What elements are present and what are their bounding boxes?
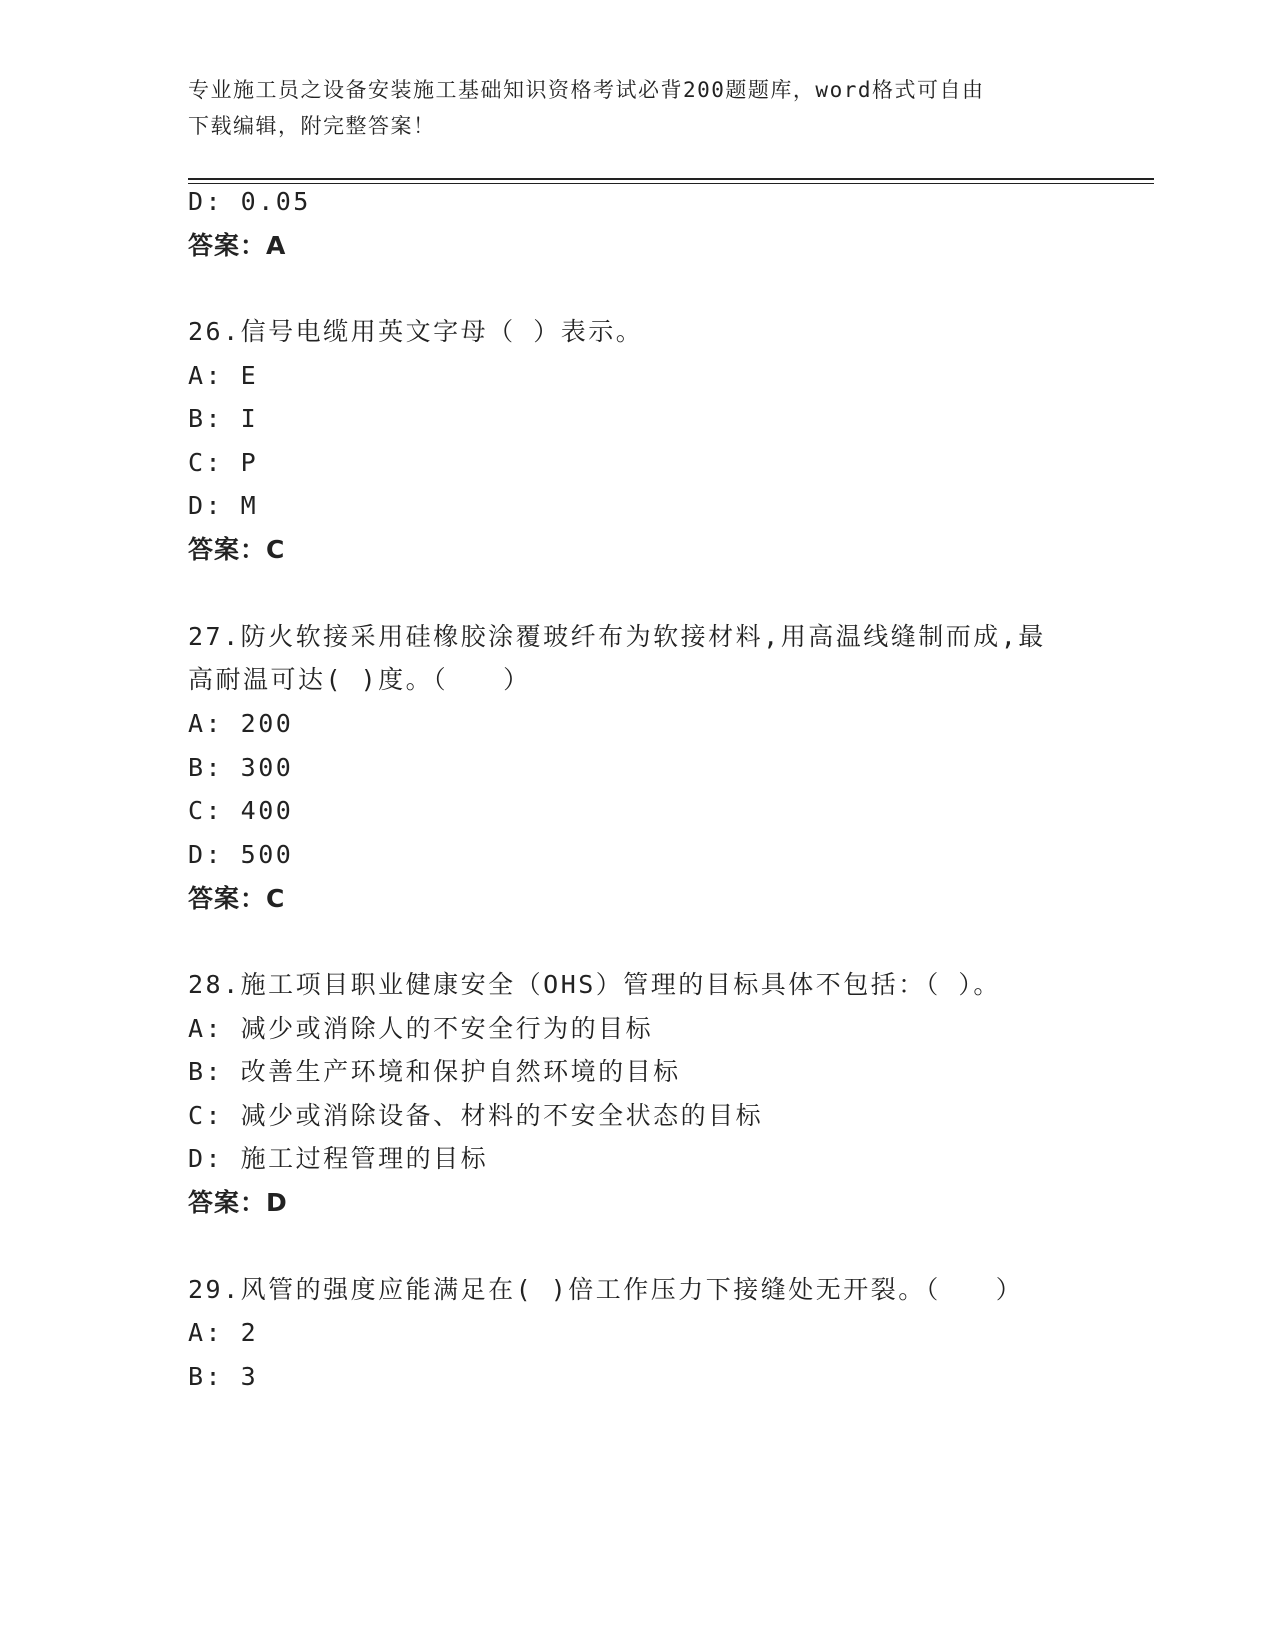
option-b: B: 300	[188, 753, 294, 782]
question-stem-line-1: 27.防火软接采用硅橡胶涂覆玻纤布为软接材料,用高温线缝制而成,最	[188, 622, 1046, 651]
answer-label: 答案：C	[188, 535, 286, 564]
header-line-2: 下载编辑，附完整答案！	[188, 114, 436, 138]
option-b: B: 改善生产环境和保护自然环境的目标	[188, 1057, 681, 1086]
option-d: D: 施工过程管理的目标	[188, 1144, 489, 1173]
option-d: D: 0.05	[188, 187, 311, 216]
option-a: A: E	[188, 361, 259, 390]
option-c: C: P	[188, 448, 259, 477]
answer-label: 答案：C	[188, 884, 286, 913]
question-stem: 29.风管的强度应能满足在( )倍工作压力下接缝处无开裂。（ ）	[188, 1275, 1024, 1304]
answer-label: 答案：A	[188, 231, 287, 260]
header-divider-thin	[188, 183, 1154, 184]
option-b: B: I	[188, 404, 259, 433]
header-divider-thick	[188, 178, 1154, 180]
option-a: A: 200	[188, 709, 294, 738]
option-b: B: 3	[188, 1362, 259, 1391]
question-stem: 26.信号电缆用英文字母（ ）表示。	[188, 317, 644, 346]
option-c: C: 400	[188, 796, 294, 825]
header-line-1: 专业施工员之设备安装施工基础知识资格考试必背200题题库，word格式可自由	[188, 78, 985, 102]
answer-label: 答案：D	[188, 1188, 288, 1217]
option-c: C: 减少或消除设备、材料的不安全状态的目标	[188, 1101, 764, 1130]
option-d: D: M	[188, 491, 259, 520]
question-stem-line-2: 高耐温可达( )度。（ ）	[188, 665, 531, 694]
document-header	[188, 72, 1078, 144]
option-d: D: 500	[188, 840, 294, 869]
option-a: A: 2	[188, 1318, 259, 1347]
option-a: A: 减少或消除人的不安全行为的目标	[188, 1014, 654, 1043]
question-stem: 28.施工项目职业健康安全（OHS）管理的目标具体不包括：（ ）。	[188, 970, 1001, 999]
